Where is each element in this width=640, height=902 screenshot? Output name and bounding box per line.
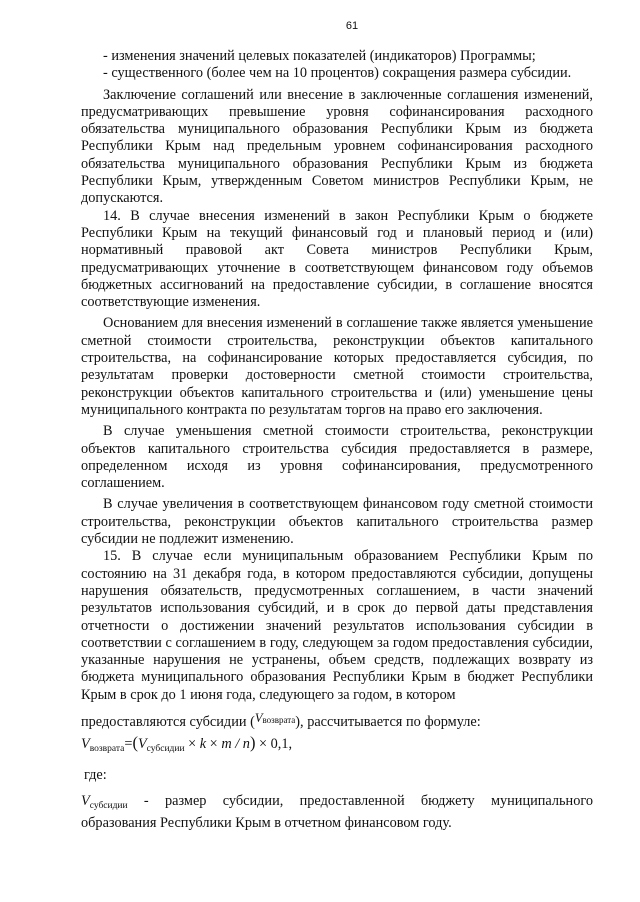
formula-lhs-sub: возврата	[89, 744, 125, 755]
formula-intro-symbol: V	[254, 710, 263, 725]
formula-intro-before: предоставляются субсидии (	[81, 713, 255, 730]
formula-lhs-symbol: V	[81, 736, 90, 753]
formula-times-2: ×	[206, 736, 222, 753]
formula-close-paren: )	[249, 733, 256, 753]
paragraph-cost-increase: В случае увеличения в соответствующем финансовом году сметной стоимости строительства, реконструкции объектов капитального строительства размер субсидии не подлежит изменению.	[81, 496, 593, 548]
definition-symbol: V	[81, 792, 90, 809]
document-body	[81, 48, 593, 832]
page-number: 61	[345, 20, 359, 32]
formula-v-sub: субсидии	[146, 744, 185, 755]
return-formula	[81, 733, 593, 759]
paragraph-cost-decrease: В случае уменьшения сметной стоимости строительства, реконструкции объектов капитального строительства субсидия предоставляется в размере, определенном исходя из уровня софинансирования, предусмотренного соглашением.	[81, 423, 593, 492]
formula-intro	[81, 710, 593, 731]
paragraph-cofinancing-limit: Заключение соглашений или внесение в заключенные соглашения изменений, предусматривающих превышение уровня софинансирования расходного обязательства муниципального образования Республики Крым из бюджета Республики Крым над предельным уровнем софинансирования расходного обязательства муниципального образования Республики Крым из бюджета Республики Крым, утвержденным Советом министров Республики Крым, не допускаются.	[81, 86, 593, 207]
definition-text: - размер субсидии, предоставленной бюджету муниципального образования Республики Крым в отчетном финансовом году.	[81, 792, 593, 831]
paragraph-grounds-for-changes: Основанием для внесения изменений в соглашение также является уменьшение сметной стоимости строительства, реконструкции объектов капитального строительства, на софинансирование которых предоставляется субсидия, по результатам проверки достоверности сметной стоимости строительства, реконструкции объектов капитального строительства и (или) уменьшение цены муниципального контракта по результатам торгов на право его заключения.	[81, 315, 593, 418]
paragraph-indicators-change: - изменения значений целевых показателей (индикаторов) Программы;	[103, 48, 536, 64]
formula-equals: =	[124, 736, 133, 753]
paragraph-item-15: 15. В случае если муниципальным образованием Республики Крым по состоянию на 31 декабря года, в котором предоставляются субсидии, допущены нарушения обязательств, предусмотренных соглашением, в части значений результатов использования субсидий, и в срок до первой даты представления отчетности о достижении значений результатов использования субсидии в соответствии с соглашением в году, следующем за годом предоставления субсидии, указанные нарушения не устранены, объем средств, подлежащих возврату из бюджета муниципального образования Республики Крым в бюджет Республики Крым в срок до 1 июня года, следующего за годом, в котором	[81, 548, 593, 703]
formula-comma: ,	[288, 736, 293, 753]
formula-times-1: ×	[184, 736, 200, 753]
formula-times-3: ×	[255, 736, 271, 753]
formula-intro-after: ), рассчитывается по формуле:	[295, 713, 481, 730]
formula-factor: 0,1	[270, 736, 289, 753]
paragraph-subsidy-reduction: - существенного (более чем на 10 процентов) сокращения размера субсидии.	[103, 65, 572, 82]
formula-intro-symbol-sub: возврата	[262, 714, 296, 725]
definition-symbol-sub: субсидии	[89, 800, 128, 811]
definition-subsidy	[81, 793, 593, 833]
where-label: где:	[84, 767, 107, 784]
formula-open-paren: (	[132, 733, 138, 753]
formula-m-over-n: m / n	[221, 736, 250, 753]
formula-k: k	[199, 736, 207, 753]
paragraph-item-14: 14. В случае внесения изменений в закон Республики Крым о бюджете Республики Крым на текущий финансовый год и плановый период и (или) нормативный правовой акт Совета министров Республики Крым, предусматривающих уточнение в соответствующем финансовом году объемов бюджетных ассигнований на предоставление субсидии, в соглашение вносятся соответствующие изменения.	[81, 207, 593, 311]
formula-v-symbol: V	[137, 736, 147, 753]
